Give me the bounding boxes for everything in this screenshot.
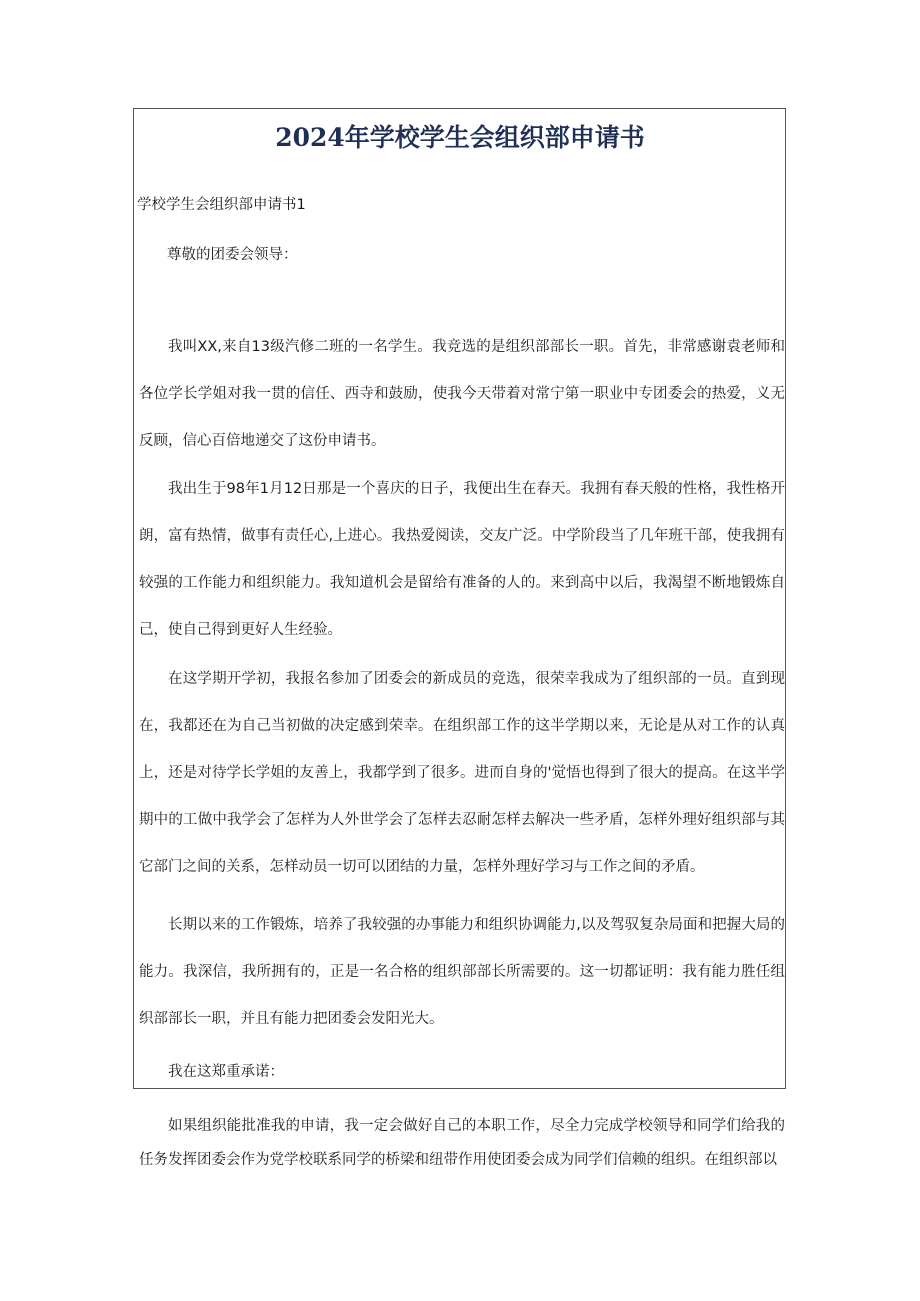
paragraph-promise-heading: 我在这郑重承诺： [168,1064,284,1080]
paragraph-introduction: 我叫XX,来自13级汽修二班的一名学生。我竞选的是组织部部长一职。首先，非常感谢袁老师和各位学长学姐对我一贯的信任、西寺和鼓励，使我今天带着对常宁第一职业中专团委会的热爱，义无反顾，信心百倍地递交了这份申请书。 [139,339,785,449]
paragraph-background: 我出生于98年1月12日那是一个喜庆的日子，我便出生在春天。我拥有春天般的性格，我性格开朗，富有热情，做事有责任心,上进心。我热爱阅读，交友广泛。中学阶段当了几年班干部，使我拥有较强的工作能力和组织能力。我知道机会是留给有准备的人的。来到高中以后，我渴望不断地锻炼自己，使自己得到更好人生经验。 [139,481,785,638]
paragraph-promise: 如果组织能批准我的申请，我一定会做好自己的本职工作，尽全力完成学校领导和同学们给我的任务发挥团委会作为党学校联系同学的桥梁和纽带作用使团委会成为同学们信赖的组织。在组织部以 [139,1118,785,1168]
paragraph-ability: 长期以来的工作锻炼，培养了我较强的办事能力和组织协调能力,以及驾驭复杂局面和把握大局的能力。我深信，我所拥有的，正是一名合格的组织部部长所需要的。这一切都证明：我有能力胜任组织部部长一职，并且有能力把团委会发阳光大。 [139,917,785,1027]
paragraph-experience: 在这学期开学初，我报名参加了团委会的新成员的竞选，很荣幸我成为了组织部的一员。直到现在，我都还在为自己当初做的决定感到荣幸。在组织部工作的这半学期以来，无论是从对工作的认真上，还是对待学长学姐的友善上，我都学到了很多。进而自身的'觉悟也得到了很大的提高。在这半学期中的工做中我学会了怎样为人外世学会了怎样去忍耐怎样去解决一些矛盾，怎样外理好组织部与其它部门之间的关系，怎样动员一切可以团结的力量，怎样外理好学习与工作之间的矛盾。 [139,671,785,875]
section-heading: 学校学生会组织部申请书1 [137,197,306,213]
document-title: 2024年学校学生会组织部申请书 [275,123,645,152]
salutation: 尊敬的团委会领导： [167,247,298,263]
